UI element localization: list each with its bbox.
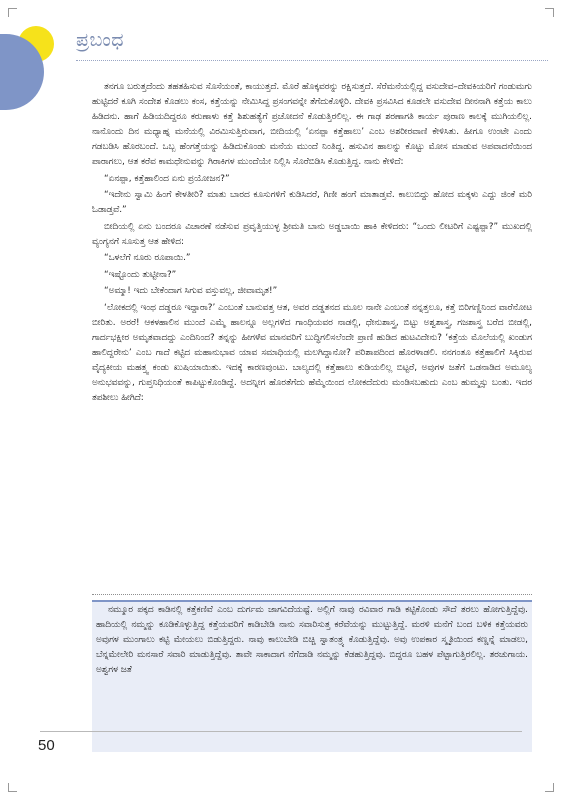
section-title: ಪ್ರಬಂಧ bbox=[76, 29, 125, 51]
body-paragraph: ‘ಲೋಕದಲ್ಲಿ ಇಂಥ ದಡ್ಡರೂ ಇದ್ದಾರಾ?’ ಎಂಬಂತೆ ಬಾನುವತ್ತ ಆತ, ಅವರ ದಡ್ಡತನದ ಮೂಲ ನಾನೇ ಎಂಬಂತೆ ನನ್ನತ್ತಲೂ, ಕತ್ತೆ ಬಿರಿಗಣ್ಣಿನಿಂದ ವಾರೆನೋಟ ಬೀರಿತು. ಅರರೆ! ಆಕಳಹಾಲಿನ ಮುಂದೆ ಎಮ್ಮೆ ಹಾಲನ್ನೂ ಅಲ್ಲಗಳೆದ ಗಾಂಧಿಯವರ ನಾಡಲ್ಲಿ, ಧೇನುಶಾಸ್ತ್ರ, ಬಿಟ್ಟು ಅಶ್ವಶಾಸ್ತ್ರ, ಗಜಶಾಸ್ತ್ರ ಬರೆದ ಬೀಡಲ್ಲಿ, ಗಾರ್ದಭಕ್ಷೀರ ಅಮೃತವಾದದ್ದು ಎಂದಿನಿಂದ? ತನ್ನನ್ನು ಹೀಗಳೆವ ಮಾನವರಿಗೆ ಬುದ್ಧಿಗಲಿಸಲೆಂದೇ ಪ್ರಾಣಿ ಹುಡಿದ ಹುಟವಿದೇನು? ‘ಕತ್ತೆಯ ಮೊಲೆಯಲ್ಲಿ ಖಂಡುಗ ಹಾಲಿದ್ದರೇನು’ ಎಂಬ ಗಾದೆ ಕಟ್ಟಿದ ಮಹಾನುಭಾವ ಯಾವ ಸಮಾಧಿಯಲ್ಲಿ ಮಲಗಿದ್ದಾನೋ? ಪರಿಶಾಪದಿಂದ ಹೊರಳಾಡಲಿ. ನನಗಂತೂ ಕತ್ತೆಹಾಲಿಗೆ ಸಿಕ್ಕಿರುವ ವೈದ್ಯಕೀಯ ಮಹತ್ತ್ವ ಕಂಡು ಖುಷಿಯಾಯಿತು. ಇದಕ್ಕೆ ಕಾರಣವುಂಟು. ಬಾಲ್ಯದಲ್ಲಿ ಕತ್ತೆಹಾಲು ಕುಡಿಯಲಿಲ್ಲ ಬಿಟ್ಟರೆ, ಅವುಗಳ ಜತೆಗೆ ಒಡನಾಡಿದ ಅಮೂಲ್ಯ ಅನುಭವವನ್ನು, ಗುಪ್ತನಿಧಿಯಂತೆ ಕಾಪಿಟ್ಟುಕೊಂಡಿದ್ದೆ. ಅದನ್ನೀಗ ಹೊರತೆಗೆದು ಹೆಮ್ಮೆಯಿಂದ ಲೋಕದೆದುರು ಮಂಡಿಸಬಹುದು ಎಂಬ ಹುಮ್ಮಸ್ಸು ಬಂತು. ಇದರ ತಪಶೀಲು ಹೀಗಿದೆ: bbox=[92, 302, 532, 403]
section-divider bbox=[92, 594, 532, 595]
article-body bbox=[92, 80, 532, 407]
body-paragraph: “ಇದೇನು ಸ್ವಾಮಿ ಹಿಂಗೆ ಕೇಳತೀರಿ? ಮಾತು ಬಾರದ ಕೂಸುಗಳಿಗೆ ಕುಡಿಸಿದರೆ, ಗಿಣೀ ಹಂಗೆ ಮಾತಾಡ್ತವೆ. ಕಾಲುಬಿದ್ದು ಹೋದ ಮಕ್ಕಳು ಎದ್ದು ಜಿಂಕೆ ಮರಿ ಓಡಾಡ್ತವೆ.” bbox=[92, 190, 532, 215]
page-number: 50 bbox=[38, 737, 55, 754]
body-paragraph: ತನಗೂ ಬರುತ್ತದೆಂದು ತಹತಹಿಸುವ ಸೊಸೆಯಂತೆ, ಕಾಯುತ್ತದೆ. ಮೊರೆ ಹೊಕ್ಕವರನ್ನು ರಕ್ಷಿಸುತ್ತದೆ. ಸೆರೆಮನೆಯಲ್ಲಿದ್ದ ವಸುದೇವ–ದೇವಕಿಯರಿಗೆ ಗಂಡುಮಗು ಹುಟ್ಟಿದರೆ ಕೂಗಿ ಸಂದೇಶ ಕೊಡಲು ಕಂಸ, ಕತ್ತೆಯನ್ನು ನೇಮಿಸಿದ್ದ ಪ್ರಸಂಗವನ್ನೇ ತೆಗೆದುಕೊಳ್ಳಿರಿ. ದೇವಕಿ ಪ್ರಸವಿಸಿದ ಕೂಡಲೇ ವಸುದೇವ ದೀನನಾಗಿ ಕತ್ತೆಯ ಕಾಲು ಹಿಡಿದನು. ಹಾಗೆ ಹಿಡಿಯದಿದ್ದರೂ ಕರುಣಾಳು ಕತ್ತೆ ಶಿಶುಹತ್ಯೆಗೆ ಪ್ರಚೋದನೆ ಕೊಡುತ್ತಿರಲಿಲ್ಲ. ಈ ಗಾಢ ಶರಣಾಗತಿ ಕಾರ್ಯ ಪುರಾಣ ಕಾಲಕ್ಕೆ ಮುಗಿಯಲಿಲ್ಲ. ನಾನೊಂದು ದಿನ ಮಧ್ಯಾಹ್ನ ಮನೆಯಲ್ಲಿ ವಿರಮಿಸುತ್ತಿರುವಾಗ, ಬೀದಿಯಲ್ಲಿ ‘ಏನಪ್ಪಾ ಕತ್ತೆಹಾಲು’ ಎಂಬ ಅಶರೀರವಾಣಿ ಕೇಳಿಸಿತು. ಹೀಗೂ ಉಂಟೇ ಎಂದು ಗಡಬಡಿಸಿ ಹೊರಬಂದೆ. ಒಬ್ಬ ಹೆಂಗತ್ತೆಯನ್ನು ಹಿಡಿದುಕೊಂಡು ಮನೆಯ ಮುಂದೆ ನಿಂತಿದ್ದ. ಹಸುವಿನ ಹಾಲನ್ನು ಕೊಟ್ಟು ಮೋಸ ಮಾಡುವ ಅಪವಾದನೆಯಿಂದ ಪಾರಾಗಲು, ಆತ ಕರೆವ ಕಾಮಧೇನುವನ್ನು ಗಿರಾಕಿಗಳ ಮುಂದೆಯೇ ನಿಲ್ಲಿಸಿ ಸೊರೆಬಿಡಿಸಿ ಕೊಡುತ್ತಿದ್ದ. ನಾನು ಕೇಳಿದೆ: bbox=[92, 82, 532, 167]
box-paragraph: ನಮ್ಮೂರ ಪಕ್ಕದ ಕಾಡಿನಲ್ಲಿ ಕತ್ತೆಕಣಿವೆ ಎಂಬ ದುರ್ಗಮ ಜಾಗವಿದೆಯಷ್ಟೆ. ಅಲ್ಲಿಗೆ ನಾವು ರವಿವಾರ ಗಾಡಿ ಕಟ್ಟಿಕೊಂಡು ಸೌದೆ ತರಲು ಹೋಗುತ್ತಿದ್ದೆವು. ಹಾದಿಯಲ್ಲಿ ನಮ್ಮನ್ನು ಕೂಡಿಕೊಳ್ಳುತ್ತಿದ್ದ ಕತ್ತೆಯವರಿಗೆ ಕಾಡಿಬೇಡಿ ನಾನು ಸವಾರಿಸುತ್ತ ಕರೆವೆಯನ್ನು ಮುಟ್ಟುತ್ತಿದ್ದೆ. ಮರಳಿ ಮನೆಗೆ ಬಂದ ಬಳಿಕ ಕತ್ತೆಯವರು ಅವುಗಳ ಮುಂಗಾಲು ಕಟ್ಟಿ ಮೇಯಲು ಬಿಡುತ್ತಿದ್ದರು. ನಾವು ಕಾಲುಬೇಡಿ ಬಿಚ್ಚಿ ಸ್ವಾತಂತ್ರ್ಯ ಕೊಡುತ್ತಿದ್ದೆವು. ಅವು ಉಪಕಾರ ಸ್ಮೃತಿಯಿಂದ ಕಣ್ಣನ್ನೆ ಮಾಡಲು, ಬೆನ್ನಮೇಲೇರಿ ಮನಸಾರೆ ಸವಾರಿ ಮಾಡುತ್ತಿದ್ದೆವು. ತಾವೇ ಸಾಕಾದಾಗ ನೆಗೆದಾಡಿ ನಮ್ಮನ್ನು ಕೆಡಹುತ್ತಿದ್ದವು. ಬಿದ್ದರೂ ಬಹಳ ಪೆಟ್ಟಾಗುತ್ತಿರಲಿಲ್ಲ. ತರಚುಗಾಯ. ಅಶ್ವಗಳ ಜತೆ bbox=[96, 605, 528, 675]
crop-mark-top-left bbox=[8, 8, 17, 17]
footer-divider bbox=[40, 731, 522, 732]
highlight-box-text bbox=[96, 603, 528, 678]
body-paragraph: “ಇಷ್ಟೊಂದು ತುಟ್ಟೀನಾ?” bbox=[104, 269, 177, 280]
body-paragraph: “ಏನಪ್ಪಾ, ಕತ್ತೆಹಾಲಿಂದ ಏನು ಪ್ರಯೋಜನ?” bbox=[104, 173, 230, 184]
crop-mark-top-right bbox=[545, 8, 554, 17]
header-divider bbox=[76, 60, 548, 61]
body-paragraph: “ಅಮ್ಮಾ! ಇದು ಬೇಕೆಂದಾಗ ಸಿಗುವ ವಸ್ತುವಲ್ಲ, ಜೀವಾಮೃತ!” bbox=[104, 286, 278, 296]
crop-mark-bottom-right bbox=[545, 783, 554, 792]
body-paragraph: ಬೀದಿಯಲ್ಲಿ ಏನು ಬಂದರೂ ವಿಚಾರಣೆ ನಡೆಸುವ ಪ್ರವೃತ್ತಿಯುಳ್ಳ ಶ್ರೀಮತಿ ಬಾನು ಅಡ್ಡಬಾಯಿ ಹಾಕಿ ಕೇಳಿದರು: “ಒಂದು ಲೀಟರಿಗೆ ಎಷ್ಟಪ್ಪಾ?” ಮುಖದಲ್ಲಿ ವ್ಯಂಗ್ಯನಗೆ ಸೂಸುತ್ತ ಆತ ಹೇಳಿದ: bbox=[92, 221, 532, 247]
body-paragraph: “ಒಳಲೆಗೆ ನೂರು ರೂಪಾಯಿ.” bbox=[104, 253, 191, 263]
crop-mark-bottom-left bbox=[8, 783, 17, 792]
